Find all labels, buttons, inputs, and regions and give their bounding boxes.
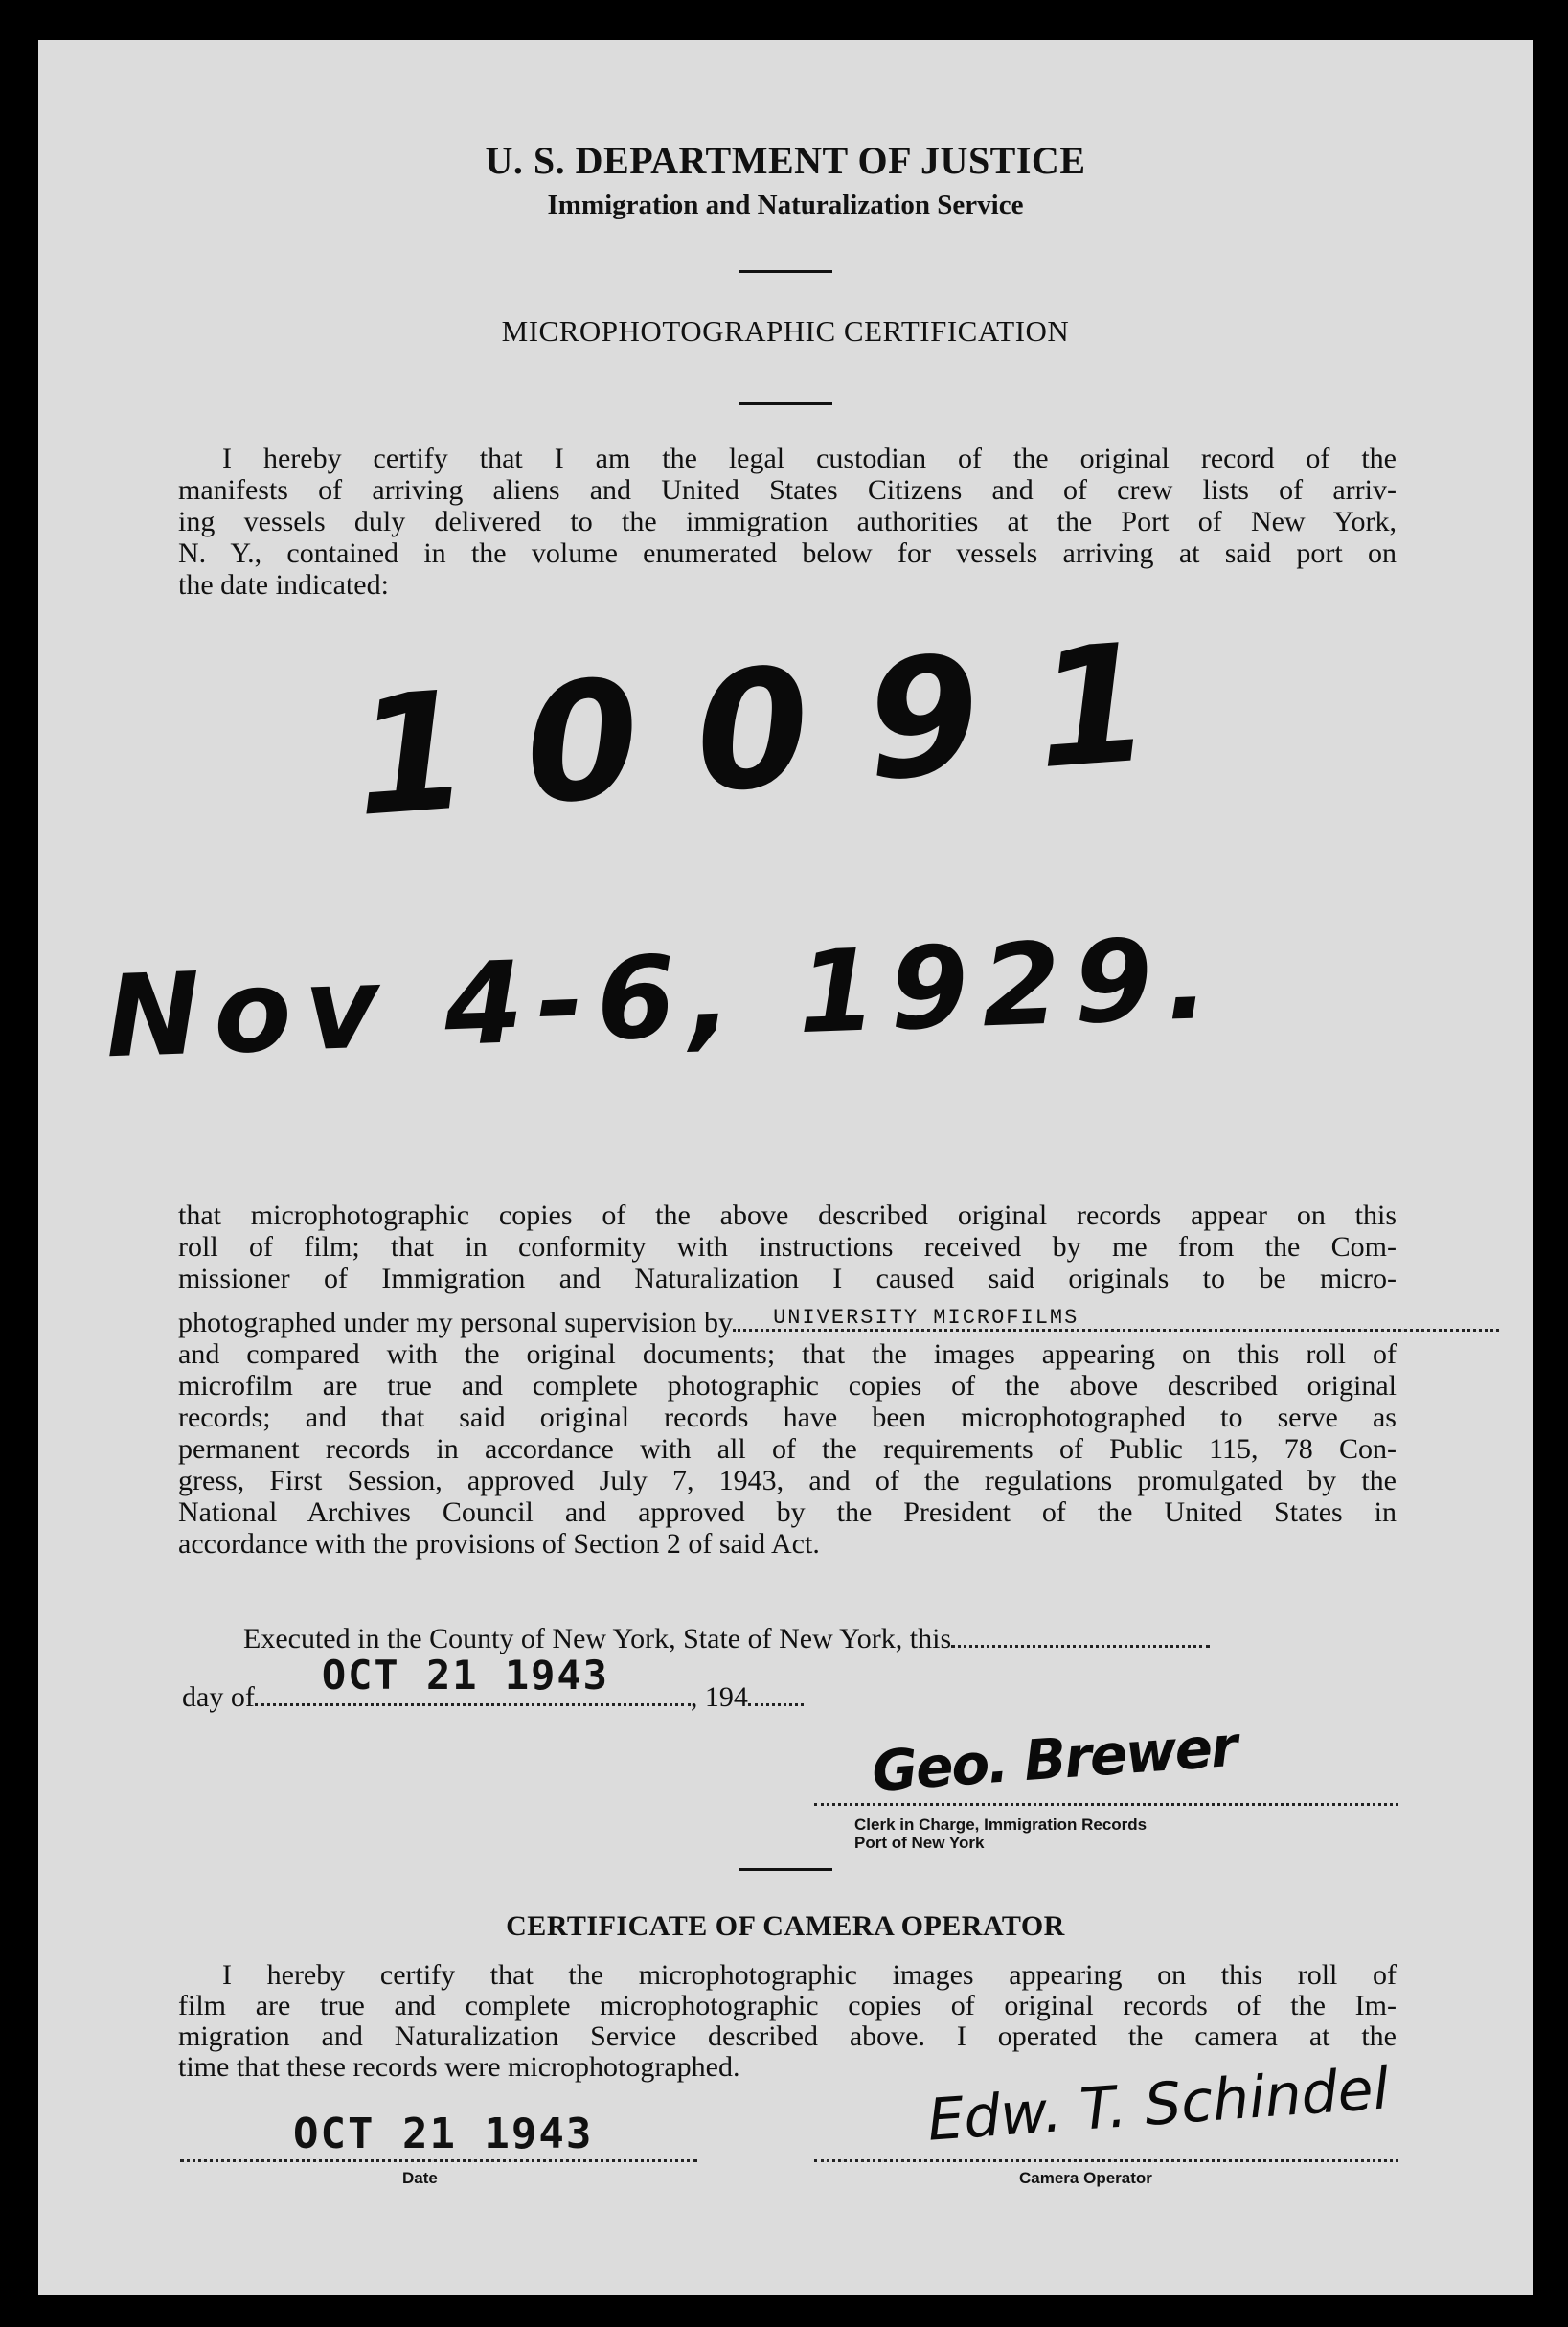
camera-cert-line: film are true and complete microphotographic copies of original records of the Im- [178, 1990, 1397, 2021]
camera-operator-label: Camera Operator [1019, 2169, 1152, 2187]
intro-line: N. Y., contained in the volume enumerated below for vessels arriving at said port on [178, 537, 1397, 569]
body-paragraph [178, 1199, 1397, 1560]
supervision-prefix: photographed under my personal supervision by [178, 1307, 734, 1338]
handwritten-volume-number: 10091 [349, 605, 1215, 854]
supervision-value: UNIVERSITY MICROFILMS [773, 1306, 1079, 1330]
day-of-field [255, 1652, 691, 1706]
clerk-signature-line [814, 1713, 1398, 1806]
executed-day-field [951, 1645, 1210, 1648]
intro-line: ing vessels duly delivered to the immigration authorities at the Port of New York, [178, 506, 1397, 537]
clerk-title-line: Clerk in Charge, Immigration Records [854, 1815, 1148, 1834]
clerk-title [854, 1815, 1147, 1852]
body-line: microfilm are true and complete photographic copies of the above described original [178, 1370, 1397, 1402]
body-line: and compared with the original documents; that the images appearing on this roll of [178, 1338, 1397, 1370]
year-field [748, 1703, 804, 1706]
divider-third [739, 1868, 832, 1871]
camera-cert-line: time that these records were microphotographed. [178, 2051, 740, 2083]
camera-date-stamp: OCT 21 1943 [293, 2110, 594, 2158]
body-line: roll of film; that in conformity with instructions received by me from the Com- [178, 1231, 1397, 1263]
camera-cert-title: CERTIFICATE OF CAMERA OPERATOR [506, 1910, 1065, 1942]
day-of-line [182, 1652, 804, 1714]
camera-date-field [180, 2110, 697, 2162]
operator-signature-line [814, 2055, 1398, 2162]
year-prefix: , 194 [690, 1681, 748, 1713]
body-line: records; and that said original records have been microphotographed to serve as [178, 1402, 1397, 1433]
intro-line: I hereby certify that I am the legal custodian of the original record of the [222, 443, 1397, 474]
body-line: accordance with the provisions of Section 2 of said Act. [178, 1528, 820, 1560]
camera-date-label: Date [402, 2169, 438, 2187]
body-line: missioner of Immigration and Naturalization I caused said originals to be micro- [178, 1263, 1397, 1294]
intro-line: the date indicated: [178, 569, 389, 601]
intro-line: manifests of arriving aliens and United States Citizens and of crew lists of arriv- [178, 474, 1397, 506]
executed-date-stamp: OCT 21 1943 [321, 1652, 609, 1699]
body-line: gress, First Session, approved July 7, 1943, and of the regulations promulgated by the [178, 1465, 1397, 1496]
department-title: U. S. DEPARTMENT OF JUSTICE [485, 139, 1086, 182]
body-line: that microphotographic copies of the above described original records appear on this [178, 1199, 1397, 1231]
supervision-field [733, 1304, 1499, 1332]
clerk-signature: Geo. Brewer [870, 1713, 1238, 1805]
executed-text: Executed in the County of New York, State of New York, this [243, 1623, 952, 1654]
operator-signature: Edw. T. Schindel [925, 2055, 1392, 2155]
clerk-title-line: Port of New York [854, 1834, 985, 1852]
document-title: MICROPHOTOGRAPHIC CERTIFICATION [501, 314, 1070, 348]
supervision-line [178, 1304, 1397, 1338]
certificate-page [38, 40, 1533, 2295]
divider-top [739, 270, 832, 273]
body-line: National Archives Council and approved by the President of the United States in [178, 1496, 1397, 1528]
body-line: permanent records in accordance with all of the requirements of Public 115, 78 Con- [178, 1433, 1397, 1465]
camera-cert-line: I hereby certify that the microphotographic images appearing on this roll of [222, 1959, 1397, 1991]
service-subtitle: Immigration and Naturalization Service [547, 190, 1024, 220]
camera-cert-line: migration and Naturalization Service described above. I operated the camera at the [178, 2020, 1397, 2052]
handwritten-date-range: Nov 4-6, 1929. [102, 911, 1225, 1084]
day-of-label: day of [182, 1681, 255, 1713]
camera-cert-paragraph [178, 1960, 1397, 2083]
executed-line [243, 1623, 1210, 1655]
divider-second [739, 402, 832, 405]
intro-paragraph [178, 443, 1397, 601]
